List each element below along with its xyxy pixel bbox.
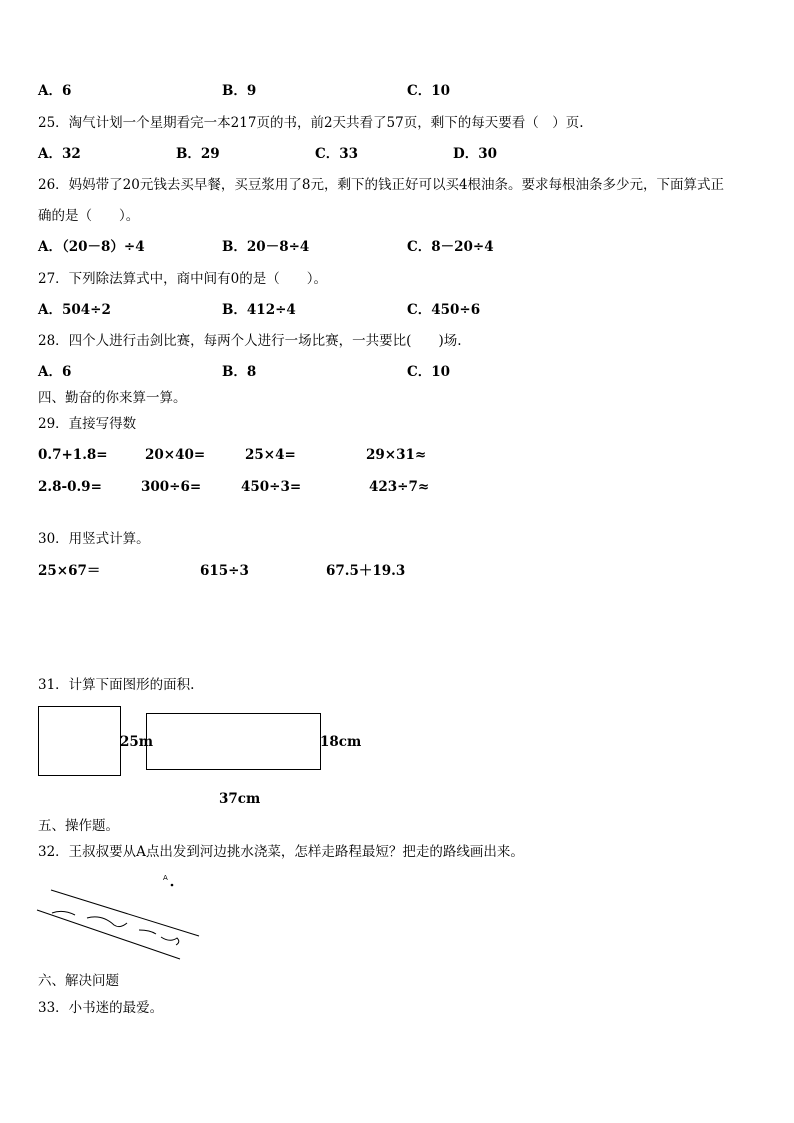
q29-stem: 29．直接写得数: [38, 416, 137, 432]
water-wave: [52, 911, 75, 915]
q29-row1-item-3: 25×4=: [245, 447, 296, 463]
q27-option-a: A．504÷2: [38, 302, 111, 318]
section-6-title: 六、解决问题: [38, 973, 119, 989]
q26-option-c: C．8－20÷4: [407, 239, 494, 255]
section-5-title: 五、操作题。: [38, 818, 119, 834]
q26-stem-line2: 确的是（ ）。: [38, 208, 140, 224]
q29-row2-item-4: 423÷7≈: [369, 479, 430, 495]
water-wave: [139, 930, 156, 934]
point-a-dot: [171, 884, 174, 887]
rectangle-figure: [146, 713, 321, 770]
q28-option-a: A．6: [38, 364, 72, 380]
q31-stem: 31．计算下面图形的面积.: [38, 677, 195, 693]
q28-stem: 28．四个人进行击剑比赛，每两个人进行一场比赛，一共要比( )场.: [38, 333, 462, 349]
q27-stem: 27．下列除法算式中，商中间有0的是（ ）。: [38, 271, 328, 287]
square-side-label: 25m: [120, 734, 154, 750]
q24-option-b: B．9: [222, 83, 257, 99]
q26-stem-line1: 26．妈妈带了20元钱去买早餐，买豆浆用了8元，剩下的钱正好可以买4根油条。要求每根油条多少元，下面算式正: [38, 177, 725, 193]
point-a-label: A: [163, 874, 168, 882]
water-wave: [87, 917, 127, 927]
q29-row1-item-4: 29×31≈: [366, 447, 427, 463]
q30-item-2: 615÷3: [200, 563, 249, 579]
q29-row1-item-2: 20×40=: [145, 447, 206, 463]
q29-row2-item-1: 2.8-0.9=: [38, 479, 102, 495]
q25-option-a: A．32: [38, 146, 81, 162]
q25-option-c: C．33: [315, 146, 359, 162]
river-bank-upper: [51, 890, 199, 936]
q28-option-b: B．8: [222, 364, 257, 380]
q32-stem: 32．王叔叔要从A点出发到河边挑水浇菜，怎样走路程最短？把走的路线画出来。: [38, 844, 524, 860]
section-4-title: 四、勤奋的你来算一算。: [38, 390, 187, 406]
q29-row2-item-3: 450÷3=: [241, 479, 302, 495]
q26-option-b: B．20－8÷4: [222, 239, 310, 255]
rectangle-width-label: 37cm: [219, 791, 261, 807]
q28-option-c: C．10: [407, 364, 451, 380]
rectangle-height-label: 18cm: [320, 734, 362, 750]
q33-stem: 33．小书迷的最爱。: [38, 1000, 164, 1016]
q25-option-b: B．29: [176, 146, 220, 162]
q25-stem: 25．淘气计划一个星期看完一本217页的书，前2天共看了57页，剩下的每天要看（ ）页.: [38, 115, 584, 131]
q25-option-d: D．30: [453, 146, 497, 162]
q27-option-b: B．412÷4: [222, 302, 296, 318]
q24-option-a: A．6: [38, 83, 72, 99]
river-bank-lower: [37, 910, 180, 959]
square-figure: [38, 706, 121, 776]
q29-row1-item-1: 0.7+1.8=: [38, 447, 108, 463]
q30-item-3: 67.5＋19.3: [326, 563, 406, 579]
q26-option-a: A．（20－8）÷4: [38, 239, 145, 255]
water-wave: [161, 937, 179, 945]
q24-option-c: C．10: [407, 83, 451, 99]
q27-option-c: C．450÷6: [407, 302, 481, 318]
q29-row2-item-2: 300÷6=: [141, 479, 202, 495]
q30-stem: 30．用竖式计算。: [38, 531, 150, 547]
q30-item-1: 25×67＝: [38, 563, 101, 579]
river-diagram: [30, 866, 210, 966]
